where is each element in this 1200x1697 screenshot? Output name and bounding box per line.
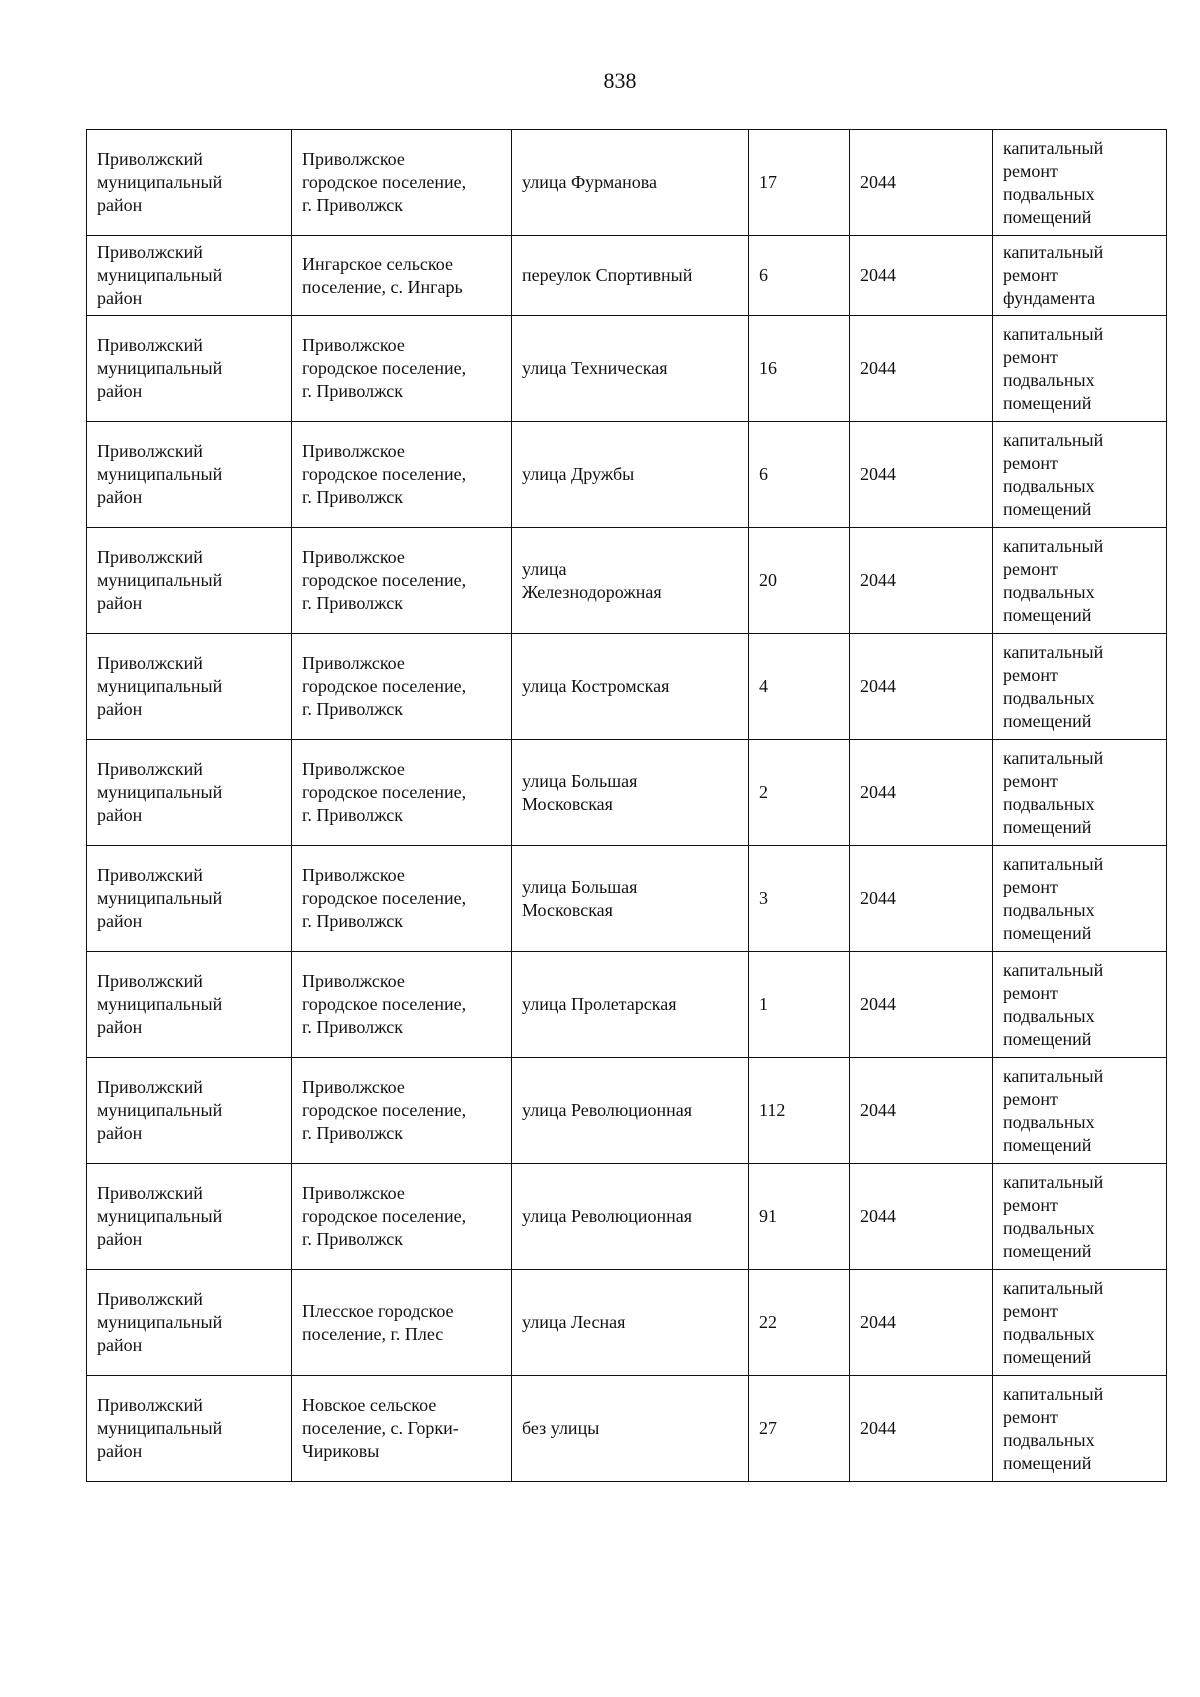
year-cell: 2044 [850, 740, 993, 846]
house-number-cell: 27 [749, 1376, 850, 1482]
settlement-cell: Приволжское городское поселение, г. Приволжск [292, 846, 512, 952]
street-cell: улица Фурманова [512, 130, 749, 236]
district-cell: Приволжский муниципальный район [87, 952, 292, 1058]
year-cell: 2044 [850, 130, 993, 236]
repair-schedule-table [86, 129, 1167, 1482]
settlement-cell: Приволжское городское поселение, г. Приволжск [292, 528, 512, 634]
street-cell: улица Большая Московская [512, 740, 749, 846]
work-type-cell: капитальный ремонт подвальных помещений [993, 1164, 1167, 1270]
street-cell: улица Дружбы [512, 422, 749, 528]
house-number-cell: 2 [749, 740, 850, 846]
street-cell: улица Пролетарская [512, 952, 749, 1058]
year-cell: 2044 [850, 528, 993, 634]
year-cell: 2044 [850, 422, 993, 528]
house-number-cell: 22 [749, 1270, 850, 1376]
table-row [87, 1058, 1167, 1164]
work-type-cell: капитальный ремонт подвальных помещений [993, 528, 1167, 634]
house-number-cell: 4 [749, 634, 850, 740]
house-number-cell: 20 [749, 528, 850, 634]
street-cell: улица Революционная [512, 1164, 749, 1270]
district-cell: Приволжский муниципальный район [87, 528, 292, 634]
settlement-cell: Приволжское городское поселение, г. Приволжск [292, 316, 512, 422]
work-type-cell: капитальный ремонт подвальных помещений [993, 952, 1167, 1058]
district-cell: Приволжский муниципальный район [87, 1164, 292, 1270]
settlement-cell: Приволжское городское поселение, г. Приволжск [292, 952, 512, 1058]
settlement-cell: Приволжское городское поселение, г. Приволжск [292, 1058, 512, 1164]
year-cell: 2044 [850, 1058, 993, 1164]
house-number-cell: 16 [749, 316, 850, 422]
work-type-cell: капитальный ремонт подвальных помещений [993, 316, 1167, 422]
street-cell: улица Костромская [512, 634, 749, 740]
table-row [87, 130, 1167, 236]
work-type-cell: капитальный ремонт подвальных помещений [993, 1058, 1167, 1164]
settlement-cell: Приволжское городское поселение, г. Приволжск [292, 422, 512, 528]
district-cell: Приволжский муниципальный район [87, 422, 292, 528]
year-cell: 2044 [850, 236, 993, 316]
table-row [87, 740, 1167, 846]
work-type-cell: капитальный ремонт подвальных помещений [993, 846, 1167, 952]
street-cell: улица Большая Московская [512, 846, 749, 952]
settlement-cell: Приволжское городское поселение, г. Приволжск [292, 634, 512, 740]
work-type-cell: капитальный ремонт фундамента [993, 236, 1167, 316]
year-cell: 2044 [850, 1270, 993, 1376]
year-cell: 2044 [850, 1164, 993, 1270]
year-cell: 2044 [850, 1376, 993, 1482]
work-type-cell: капитальный ремонт подвальных помещений [993, 1270, 1167, 1376]
table-row [87, 1270, 1167, 1376]
settlement-cell: Приволжское городское поселение, г. Приволжск [292, 1164, 512, 1270]
district-cell: Приволжский муниципальный район [87, 1270, 292, 1376]
table-row [87, 316, 1167, 422]
settlement-cell: Плесское городское поселение, г. Плес [292, 1270, 512, 1376]
year-cell: 2044 [850, 952, 993, 1058]
year-cell: 2044 [850, 634, 993, 740]
district-cell: Приволжский муниципальный район [87, 316, 292, 422]
district-cell: Приволжский муниципальный район [87, 1376, 292, 1482]
work-type-cell: капитальный ремонт подвальных помещений [993, 634, 1167, 740]
settlement-cell: Приволжское городское поселение, г. Приволжск [292, 740, 512, 846]
table-row [87, 1376, 1167, 1482]
street-cell: улица Лесная [512, 1270, 749, 1376]
settlement-cell: Приволжское городское поселение, г. Приволжск [292, 130, 512, 236]
table-row [87, 952, 1167, 1058]
table-row [87, 236, 1167, 316]
house-number-cell: 17 [749, 130, 850, 236]
table-row [87, 422, 1167, 528]
year-cell: 2044 [850, 316, 993, 422]
work-type-cell: капитальный ремонт подвальных помещений [993, 740, 1167, 846]
house-number-cell: 112 [749, 1058, 850, 1164]
street-cell: переулок Спортивный [512, 236, 749, 316]
table-row [87, 1164, 1167, 1270]
house-number-cell: 6 [749, 236, 850, 316]
district-cell: Приволжский муниципальный район [87, 740, 292, 846]
district-cell: Приволжский муниципальный район [87, 634, 292, 740]
district-cell: Приволжский муниципальный район [87, 846, 292, 952]
street-cell: улица Железнодорожная [512, 528, 749, 634]
table-row [87, 634, 1167, 740]
work-type-cell: капитальный ремонт подвальных помещений [993, 130, 1167, 236]
settlement-cell: Новское сельское поселение, с. Горки- Чириковы [292, 1376, 512, 1482]
work-type-cell: капитальный ремонт подвальных помещений [993, 1376, 1167, 1482]
house-number-cell: 91 [749, 1164, 850, 1270]
district-cell: Приволжский муниципальный район [87, 130, 292, 236]
house-number-cell: 3 [749, 846, 850, 952]
table-row [87, 528, 1167, 634]
year-cell: 2044 [850, 846, 993, 952]
district-cell: Приволжский муниципальный район [87, 236, 292, 316]
street-cell: без улицы [512, 1376, 749, 1482]
work-type-cell: капитальный ремонт подвальных помещений [993, 422, 1167, 528]
table-row [87, 846, 1167, 952]
street-cell: улица Техническая [512, 316, 749, 422]
house-number-cell: 1 [749, 952, 850, 1058]
house-number-cell: 6 [749, 422, 850, 528]
page-number: 838 [603, 68, 637, 93]
settlement-cell: Ингарское сельское поселение, с. Ингарь [292, 236, 512, 316]
district-cell: Приволжский муниципальный район [87, 1058, 292, 1164]
street-cell: улица Революционная [512, 1058, 749, 1164]
